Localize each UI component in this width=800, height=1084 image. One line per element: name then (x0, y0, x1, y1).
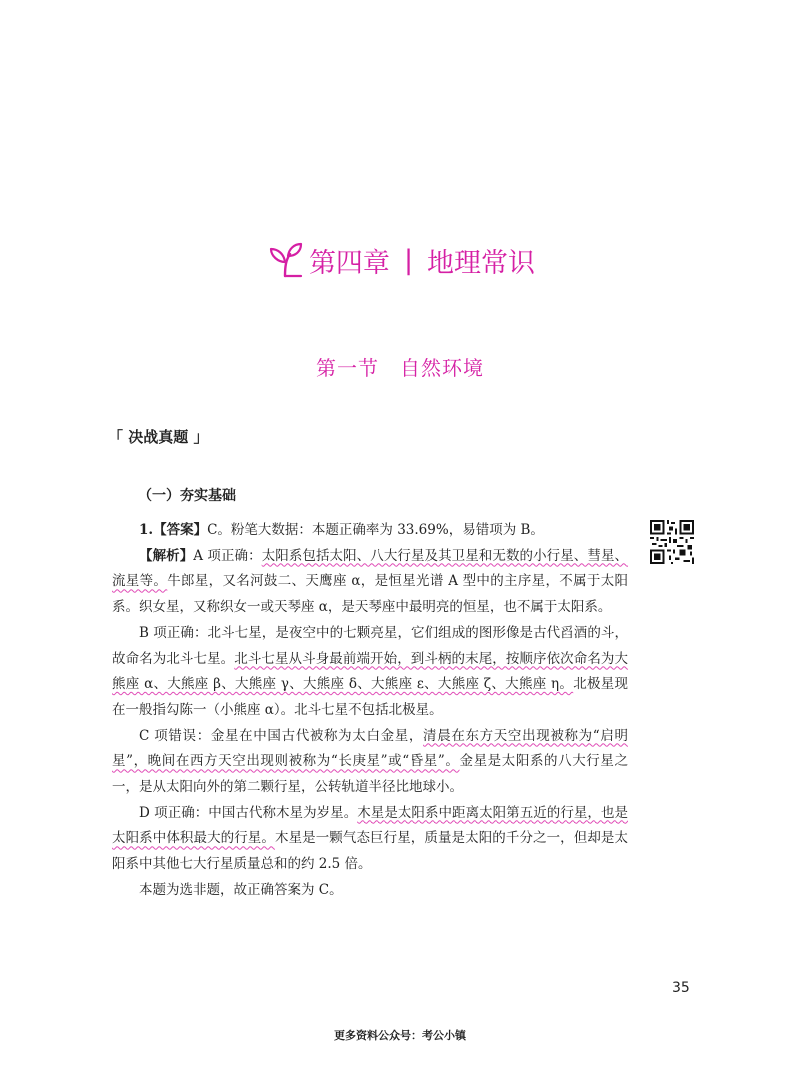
option-d-intro: D 项正确：中国古代称木星为岁星。 (139, 804, 358, 821)
option-d-highlight: 木星是太阳系中距离太阳第五近的行星，也是太阳系中体积最大的行星。 (112, 804, 628, 847)
option-a-text: 牛郎星，又名河鼓二、天鹰座 α，是恒星光谱 A 型中的主序星，不属于太阳系。织女星，又称织女一或天琴座 α，是天琴座中最明亮的恒星，也不属于太阳系。 (112, 573, 629, 616)
chapter-title: 地理常识 (427, 247, 536, 279)
option-d-text: 木星是一颗气态巨行星，质量是太阳的千分之一，但却是太阳系中其他七大行星质量总和的约 2.5 倍。 (112, 830, 629, 873)
answer-label: 1.【答案】 (139, 522, 208, 538)
block-heading: 「 决战真题 」 (108, 428, 209, 446)
conclusion-paragraph: 本题为选非题，故正确答案为 C。 (139, 881, 343, 898)
option-b-intro: B 项正确：北斗七星，是夜空中的七颗亮星，它们组成的图形像是古代舀酒的斗，故命名为北斗七星。 (112, 624, 628, 667)
analysis-a-paragraph (112, 544, 628, 621)
footer-note: 更多资料公众号：考公小镇 (334, 1029, 466, 1042)
analysis-b-paragraph (112, 621, 628, 724)
option-c-highlight: 清晨在东方天空出现被称为“启明星”，晚间在西方天空出现则被称为“长庚星”或“昏星”。 (112, 727, 628, 770)
analysis-d-paragraph (112, 801, 628, 878)
chapter-separator: | (403, 244, 414, 276)
section-title: 第一节 自然环境 (316, 356, 484, 380)
analysis-c-paragraph (112, 724, 628, 801)
qr-code-icon (650, 520, 694, 564)
question-content (112, 518, 628, 904)
sprout-icon (265, 240, 305, 280)
option-a-highlight: 太阳系包括太阳、八大行星及其卫星和无数的小行星、彗星、流星等。 (112, 547, 629, 590)
answer-paragraph (112, 518, 628, 544)
sub-heading: （一）夯实基础 (138, 488, 236, 504)
option-b-text: 北极星现在一般指勾陈一（小熊座 α）。北斗七星不包括北极星。 (112, 676, 629, 718)
option-a-intro: A 项正确： (193, 547, 262, 564)
chapter-number: 第四章 (308, 247, 390, 279)
option-c-text: 金星是太阳系的八大行星之一，是从太阳向外的第二颗行星，公转轨道半径比地球小。 (112, 753, 628, 796)
answer-text: C。粉笔大数据：本题正确率为 33.69%，易错项为 B。 (207, 522, 544, 538)
option-c-intro: C 项错误：金星在中国古代被称为太白金星， (139, 727, 424, 744)
page-number: 35 (672, 980, 690, 996)
chapter-heading (0, 240, 800, 280)
analysis-label: 【解析】 (139, 547, 194, 564)
option-b-highlight: 北斗七星从斗身最前端开始，到斗柄的末尾，按顺序依次命名为大熊座 α、大熊座 β、大熊座 γ、大熊座 δ、大熊座 ε、大熊座 ζ、大熊座 η。 (112, 650, 629, 693)
